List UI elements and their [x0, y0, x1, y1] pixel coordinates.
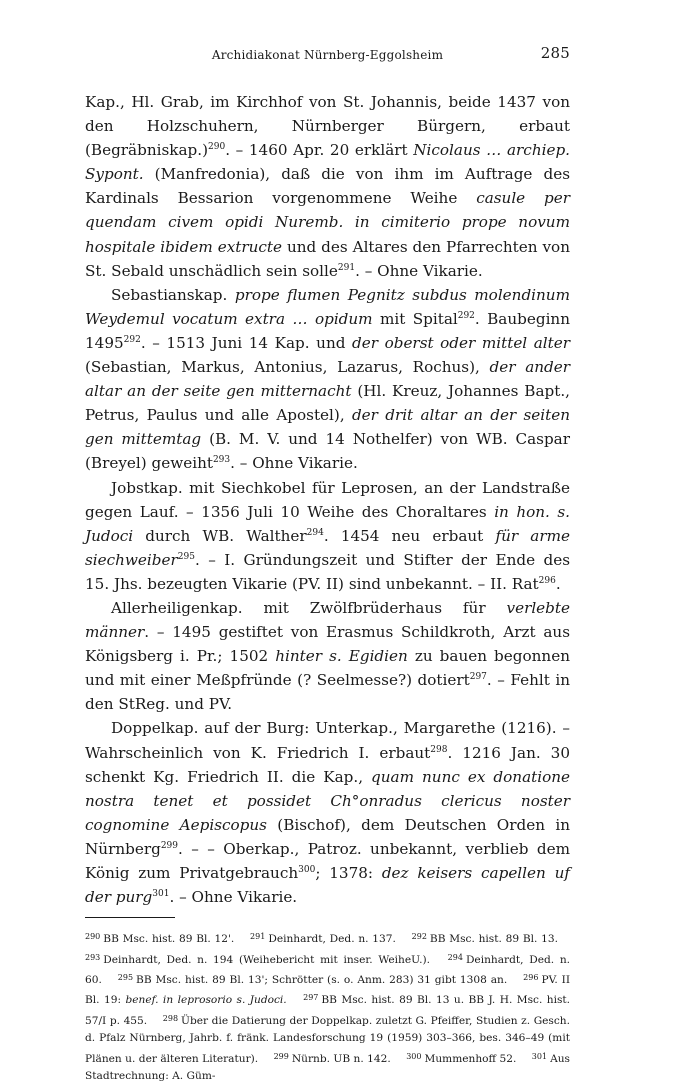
footnote-text: Aus Stadtrechnung: A. Güm- — [85, 1052, 570, 1083]
footnote-number: 301 — [531, 1051, 548, 1061]
footnote-ref: 295 — [177, 551, 195, 562]
footnote-text: Deinhardt, Ded. n. 60. — [85, 953, 571, 986]
text: . – I. Gründungszeit und Stifter der Ende des 15. Jhs. bezeugten Vikarie (PV. II) sind unbekannt. – II. Rat — [85, 550, 570, 593]
italic-text: der drit altar an der seiten gen mittemtag — [85, 406, 570, 449]
paragraph — [85, 476, 570, 596]
footnote-ref: 300 — [298, 865, 316, 875]
footnote-ref: 290 — [208, 142, 226, 153]
footnote-text: benef. in leprosorio s. Judoci. — [125, 994, 287, 1007]
text: . – Ohne Vikarie. — [230, 454, 358, 473]
italic-text: verlebte männer — [85, 598, 570, 642]
text: . 1454 neu erbaut — [323, 526, 496, 545]
footnote-number: 293 — [85, 952, 101, 962]
footnote-ref: 297 — [469, 672, 487, 683]
text: . – Ohne Vikarie. — [169, 888, 298, 907]
footnote-ref: 292 — [457, 310, 475, 321]
italic-text: prope flumen Pegnitz subdus molendinum Weydemul vocatum extra … opidum — [85, 285, 570, 328]
italic-text: der oberst oder mittel alter — [352, 333, 571, 352]
footnote-number: 297 — [303, 993, 319, 1003]
text: . – 1460 Apr. 20 erklärt — [225, 141, 414, 160]
footnote-number: 299 — [273, 1051, 289, 1061]
running-head — [85, 44, 570, 66]
footnote-ref: 293 — [212, 455, 231, 466]
text: Sebastianskap. — [111, 285, 235, 304]
footnote-number: 294 — [447, 952, 463, 962]
text: Doppelkap. auf der Burg: Unterkap., Margarethe (1216). – Wahrscheinlich von K. Friedrich I. erbaut — [85, 719, 570, 762]
footnotes — [85, 928, 570, 1085]
text: . – Fehlt in den StReg. und PV. — [85, 671, 570, 714]
footnote-text: BB Msc. hist. 89 Bl. 13. — [429, 933, 559, 946]
text: ; 1378: — [315, 864, 382, 882]
italic-text: der ander altar an der seite gen mitternacht — [85, 358, 570, 401]
text: (Hl. Kreuz, Johannes Bapt., Petrus, Paulus und alle Apostel), — [85, 382, 570, 425]
footnote-ref: 301 — [152, 889, 170, 900]
footnote — [85, 954, 430, 966]
text: . – Ohne Vikarie. — [355, 261, 483, 280]
italic-text: quam nunc ex donatione nostra tenet et possidet Ch°onradus clericus noster cognomine Aepiscopus — [85, 767, 571, 834]
text: . – 1495 gestiftet von Erasmus Schildkroth, Arzt aus Königsberg i. Pr.; 1502 — [85, 623, 570, 666]
italic-text: hinter s. Egidien — [275, 647, 408, 666]
text: mit Spital — [372, 309, 458, 328]
footnote-text: PV. II Bl. 19: — [85, 974, 570, 1007]
italic-text: in hon. s. Judoci — [85, 502, 571, 545]
footnote-ref: 296 — [538, 575, 556, 586]
footnote-text: BB Msc. hist. 89 Bl. 13'; Schrötter (s. o. Anm. 283) 31 gibt 1308 an. — [136, 974, 508, 986]
footnote — [274, 1053, 391, 1065]
footnote-number: 296 — [523, 973, 539, 982]
paragraph — [85, 90, 570, 283]
text: . — [555, 574, 561, 593]
text: und des Altares den Pfarrechten von St. Sebald unschädlich sein solle — [85, 237, 570, 280]
footnote-text: Nürnb. UB n. 142. — [291, 1052, 391, 1065]
text: zu bauen begonnen und mit einer Meßpfründe (? Seelmesse?) dotiert — [85, 647, 570, 690]
text: Kap., Hl. Grab, im Kirchhof von St. Johannis, beide 1437 von den Holzschuhern, Nürnberger Bürgern, erbaut (Begräbniskap.) — [85, 93, 570, 160]
text: . 1216 Jan. 30 schenkt Kg. Friedrich II. die Kap., — [85, 743, 570, 786]
footnote — [250, 933, 396, 945]
footnote-ref: 292 — [123, 334, 141, 345]
footnote — [85, 933, 234, 945]
footnote-text: Über die Datierung der Doppelkap. zuletzt G. Pfeiffer, Studien z. Gesch. d. Pfalz Nürnberg, Jahrb. f. fränk. Landesforschung 19 (1959) 303–366, bes. 346–49 (mit Plänen u. der älteren Literatur). — [85, 1014, 570, 1065]
italic-text: dez keisers capellen uf der purg — [85, 864, 570, 907]
book-page — [85, 44, 570, 1085]
footnote-number: 292 — [411, 932, 427, 942]
italic-text: casule per quendam civem opidi Nuremb. in cimiterio prope novum hospitale ibidem extructe — [85, 189, 571, 256]
footnote-text: BB Msc. hist. 89 Bl. 13 u. BB J. H. Msc. hist. 57/I p. 455. — [85, 994, 571, 1027]
italic-text: für arme siechweiber — [85, 526, 570, 569]
paragraph — [85, 283, 570, 476]
footnote-text: Mummenhoff 52. — [424, 1052, 517, 1065]
footnote-ref: 291 — [337, 262, 356, 273]
footnote-ref: 294 — [306, 527, 324, 538]
italic-text: Nicolaus … archiep. Sypont. — [85, 141, 570, 184]
footnote-text: BB Msc. hist. 89 Bl. 12'. — [103, 933, 235, 946]
text: . – 1513 Juni 14 Kap. und — [140, 333, 353, 352]
running-title: Archidiakonat Nürnberg-Eggolsheim — [211, 48, 444, 62]
text: Allerheiligenkap. mit Zwölfbrüderhaus für — [111, 598, 507, 617]
footnote-number: 298 — [162, 1013, 179, 1023]
text: (Sebastian, Markus, Antonius, Lazarus, Rochus), — [85, 358, 490, 377]
footnote-number: 300 — [406, 1051, 422, 1061]
page-number: 285 — [540, 44, 570, 62]
text: (B. M. V. und 14 Nothelfer) von WB. Caspar (Breyel) geweiht — [85, 430, 571, 473]
footnote — [118, 974, 507, 986]
footnote-text: Deinhardt, Ded. n. 194 (Weihebericht mit inser. WeiheU.). — [103, 953, 430, 966]
body-text — [85, 90, 570, 909]
text: (Bischof), dem Deutschen Orden in Nürnberg — [85, 815, 570, 858]
footnote-ref: 298 — [430, 744, 448, 755]
footnote — [412, 933, 558, 945]
footnote-number: 295 — [117, 973, 134, 982]
paragraph — [85, 716, 570, 909]
text: . – – Oberkap., Patroz. unbekannt, verblieb dem König zum Privatgebrauch — [85, 839, 570, 882]
footnote-number: 291 — [250, 932, 266, 942]
text: (Manfredonia), daß die von ihm im Auftrage des Kardinals Bessarion vorgenommene Weihe — [85, 165, 570, 208]
footnote-ref: 299 — [160, 840, 178, 851]
footnote-text: Deinhardt, Ded. n. 137. — [268, 933, 396, 946]
paragraph — [85, 596, 570, 716]
text: durch WB. Walther — [133, 526, 307, 545]
footnote-divider — [85, 917, 175, 918]
footnote — [406, 1053, 516, 1065]
text: . Baubeginn 1495 — [85, 309, 570, 352]
text: Jobstkap. mit Siechkobel für Leprosen, an der Landstraße gegen Lauf. – 1356 Juli 10 Weihe des Choraltares — [85, 478, 570, 521]
footnote-number: 290 — [85, 932, 101, 942]
